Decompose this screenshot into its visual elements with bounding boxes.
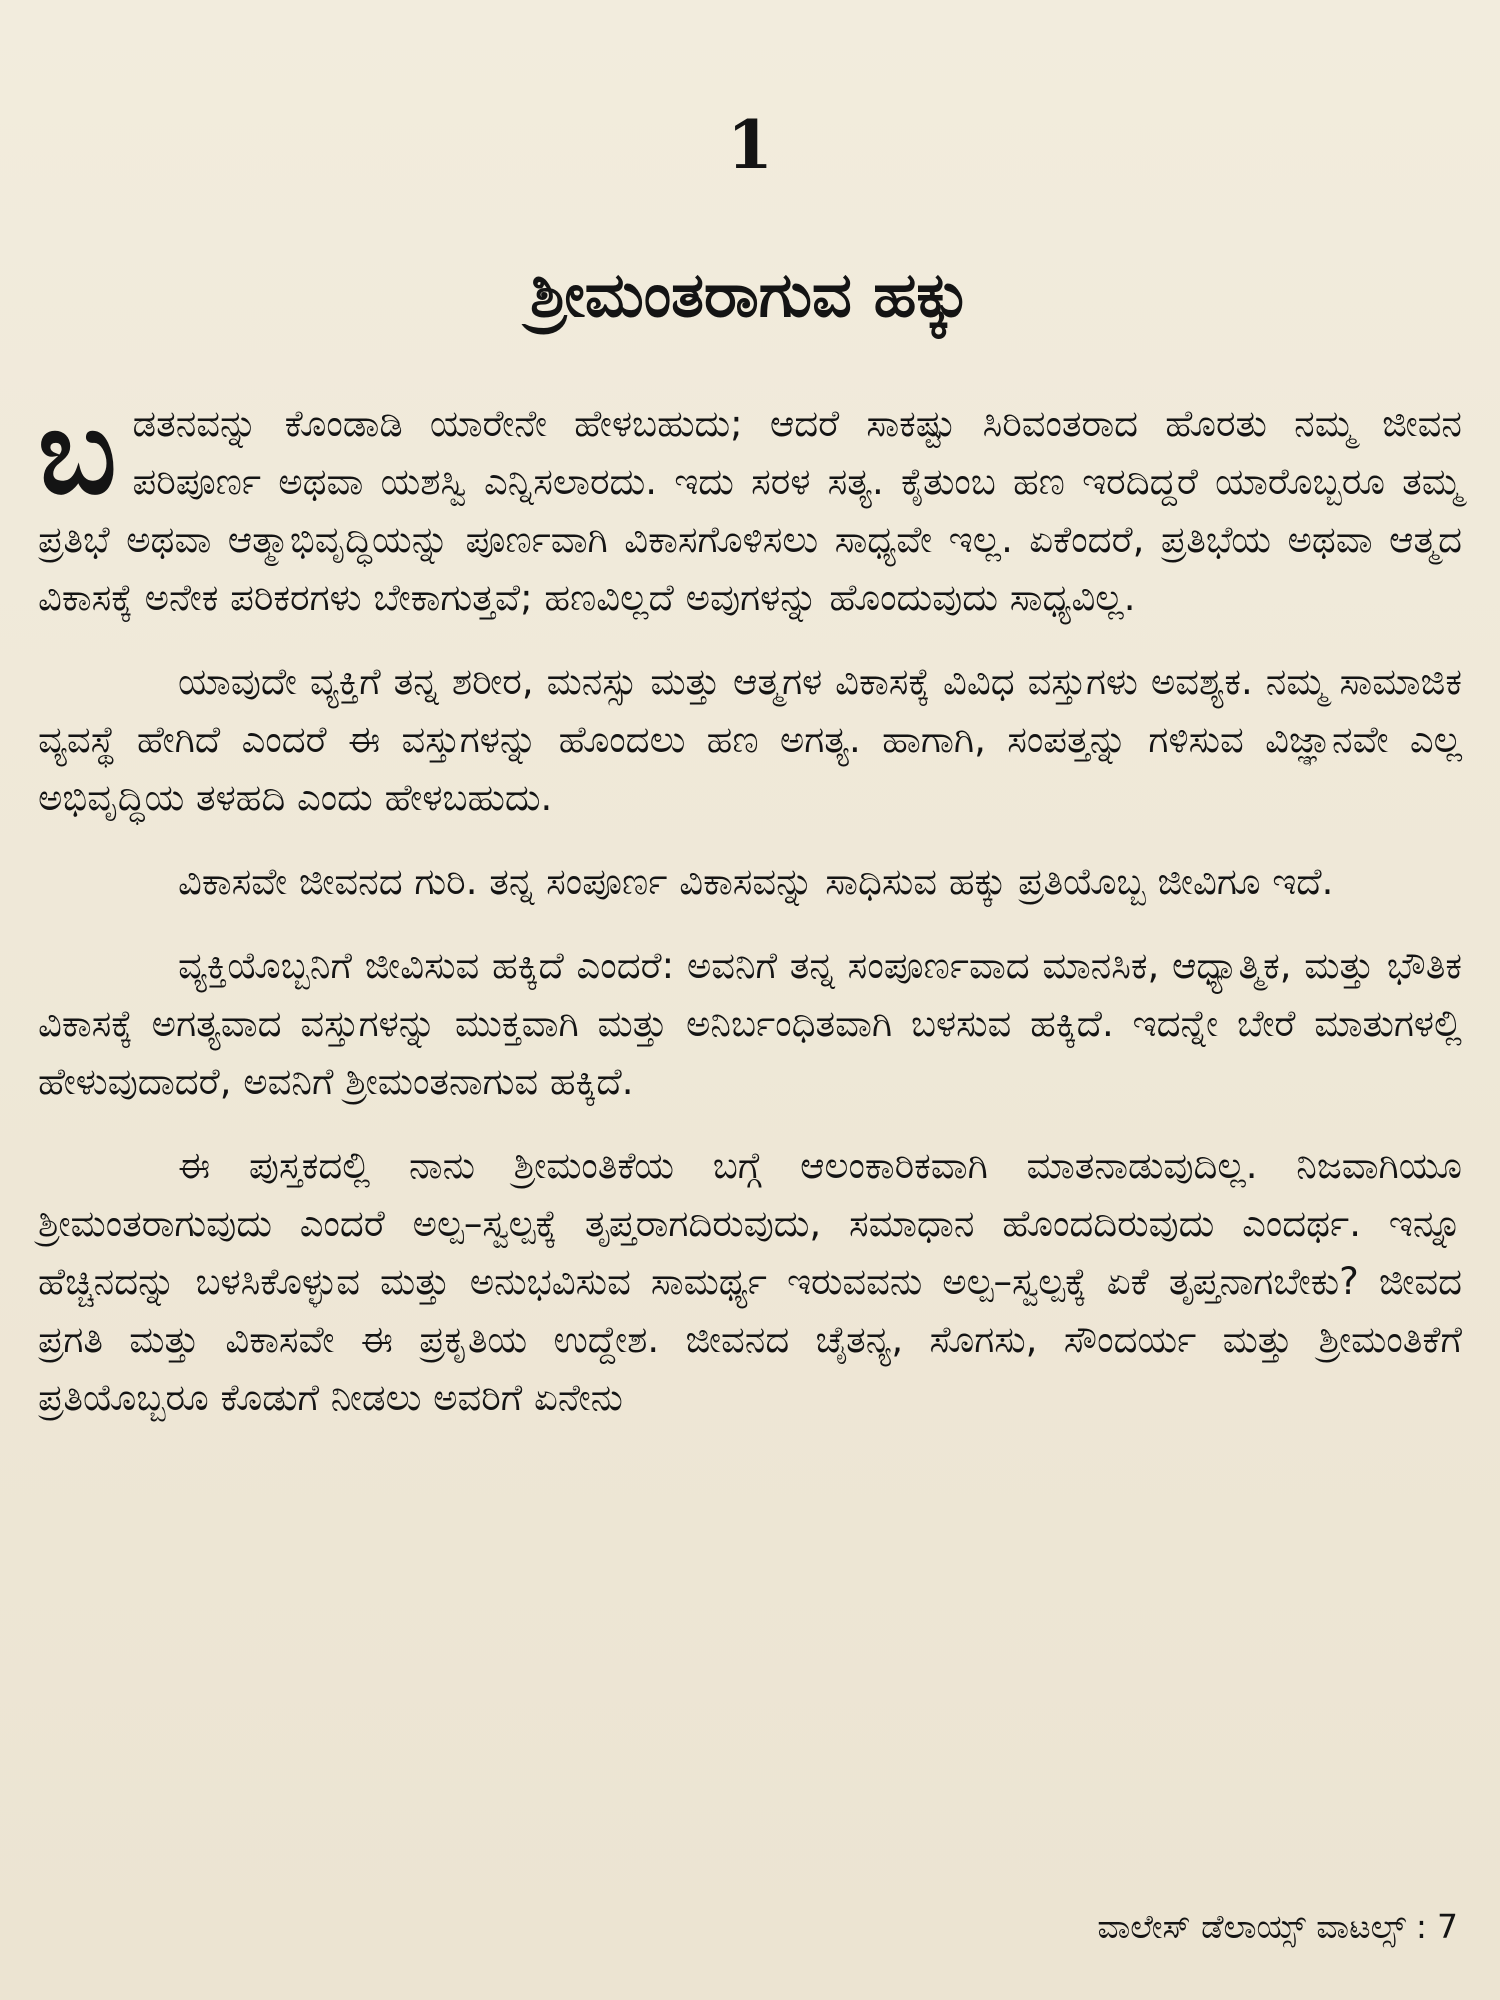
paragraph-5: ಈ ಪುಸ್ತಕದಲ್ಲಿ ನಾನು ಶ್ರೀಮಂತಿಕೆಯ ಬಗ್ಗೆ ಆಲಂಕಾರಿಕವಾಗಿ ಮಾತನಾಡುವುದಿಲ್ಲ. ನಿಜವಾಗಿಯೂ ಶ್ರೀಮಂತರಾಗುವುದು ಎಂದರೆ ಅಲ್ಪ–ಸ್ವಲ್ಪಕ್ಕೆ ತೃಪ್ತರಾಗದಿರುವುದು, ಸಮಾಧಾನ ಹೊಂದದಿರುವುದು ಎಂದರ್ಥ. ಇನ್ನೂ ಹೆಚ್ಚಿನದನ್ನು ಬಳಸಿಕೊಳ್ಳುವ ಮತ್ತು ಅನುಭವಿಸುವ ಸಾಮರ್ಥ್ಯ ಇರುವವನು ಅಲ್ಪ–ಸ್ವಲ್ಪಕ್ಕೆ ಏಕೆ ತೃಪ್ತನಾಗಬೇಕು? ಜೀವದ ಪ್ರಗತಿ ಮತ್ತು ವಿಕಾಸವೇ ಈ ಪ್ರಕೃತಿಯ ಉದ್ದೇಶ. ಜೀವನದ ಚೈತನ್ಯ, ಸೊಗಸು, ಸೌಂದರ್ಯ ಮತ್ತು ಶ್ರೀಮಂತಿಕೆಗೆ ಪ್ರತಿಯೊಬ್ಬರೂ ಕೊಡುಗೆ ನೀಡಲು ಅವರಿಗೆ ಏನೇನು bbox=[38, 1144, 1462, 1419]
drop-cap: ಬ bbox=[38, 385, 117, 520]
paragraph-3: ವಿಕಾಸವೇ ಜೀವನದ ಗುರಿ. ತನ್ನ ಸಂಪೂರ್ಣ ವಿಕಾಸವನ್ನು ಸಾಧಿಸುವ ಹಕ್ಕು ಪ್ರತಿಯೊಬ್ಬ ಜೀವಿಗೂ ಇದೆ. bbox=[178, 860, 1334, 903]
footer-separator: : bbox=[1415, 1907, 1427, 1946]
paragraph-2: ಯಾವುದೇ ವ್ಯಕ್ತಿಗೆ ತನ್ನ ಶರೀರ, ಮನಸ್ಸು ಮತ್ತು ಆತ್ಮಗಳ ವಿಕಾಸಕ್ಕೆ ವಿವಿಧ ವಸ್ತುಗಳು ಅವಶ್ಯಕ. ನಮ್ಮ ಸಾಮಾಜಿಕ ವ್ಯವಸ್ಥೆ ಹೇಗಿದೆ ಎಂದರೆ ಈ ವಸ್ತುಗಳನ್ನು ಹೊಂದಲು ಹಣ ಅಗತ್ಯ. ಹಾಗಾಗಿ, ಸಂಪತ್ತನ್ನು ಗಳಿಸುವ ವಿಜ್ಞಾನವೇ ಎಲ್ಲ ಅಭಿವೃದ್ಧಿಯ ತಳಹದಿ ಎಂದು ಹೇಳಬಹುದು. bbox=[38, 660, 1462, 819]
page-number: 7 bbox=[1437, 1907, 1458, 1946]
page-footer bbox=[1097, 1905, 1458, 1949]
paragraph-4: ವ್ಯಕ್ತಿಯೊಬ್ಬನಿಗೆ ಜೀವಿಸುವ ಹಕ್ಕಿದೆ ಎಂದರೆ: ಅವನಿಗೆ ತನ್ನ ಸಂಪೂರ್ಣವಾದ ಮಾನಸಿಕ, ಆಧ್ಯಾತ್ಮಿಕ, ಮತ್ತು ಭೌತಿಕ ವಿಕಾಸಕ್ಕೆ ಅಗತ್ಯವಾದ ವಸ್ತುಗಳನ್ನು ಮುಕ್ತವಾಗಿ ಮತ್ತು ಅನಿರ್ಬಂಧಿತವಾಗಿ ಬಳಸುವ ಹಕ್ಕಿದೆ. ಇದನ್ನೇ ಬೇರೆ ಮಾತುಗಳಲ್ಲಿ ಹೇಳುವುದಾದರೆ, ಅವನಿಗೆ ಶ್ರೀಮಂತನಾಗುವ ಹಕ್ಕಿದೆ. bbox=[38, 944, 1462, 1103]
paragraph-text: ಡತನವನ್ನು ಕೊಂಡಾಡಿ ಯಾರೇನೇ ಹೇಳಬಹುದು; ಆದರೆ ಸಾಕಷ್ಟು ಸಿರಿವಂತರಾದ ಹೊರತು ನಮ್ಮ ಜೀವನ ಪರಿಪೂರ್ಣ ಅಥವಾ ಯಶಸ್ವಿ ಎನ್ನಿಸಲಾರದು. ಇದು ಸರಳ ಸತ್ಯ. ಕೈತುಂಬ ಹಣ ಇರದಿದ್ದರೆ ಯಾರೊಬ್ಬರೂ ತಮ್ಮ ಪ್ರತಿಭೆ ಅಥವಾ ಆತ್ಮಾಭಿವೃದ್ಧಿಯನ್ನು ಪೂರ್ಣವಾಗಿ ವಿಕಾಸಗೊಳಿಸಲು ಸಾಧ್ಯವೇ ಇಲ್ಲ. ಏಕೆಂದರೆ, ಪ್ರತಿಭೆಯ ಅಥವಾ ಆತ್ಮದ ವಿಕಾಸಕ್ಕೆ ಅನೇಕ ಪರಿಕರಗಳು ಬೇಕಾಗುತ್ತವೆ; ಹಣವಿಲ್ಲದೆ ಅವುಗಳನ್ನು ಹೊಂದುವುದು ಸಾಧ್ಯವಿಲ್ಲ. bbox=[38, 402, 1462, 619]
paragraph-1 bbox=[38, 385, 1462, 627]
chapter-number: 1 bbox=[727, 106, 773, 184]
footer-author: ವಾಲೇಸ್ ಡೆಲಾಯ್ಸ್ ವಾಟಲ್ಸ್ bbox=[1097, 1907, 1406, 1946]
chapter-title: ಶ್ರೀಮಂತರಾಗುವ ಹಕ್ಕು bbox=[530, 258, 970, 331]
chapter-body bbox=[38, 385, 1462, 1453]
